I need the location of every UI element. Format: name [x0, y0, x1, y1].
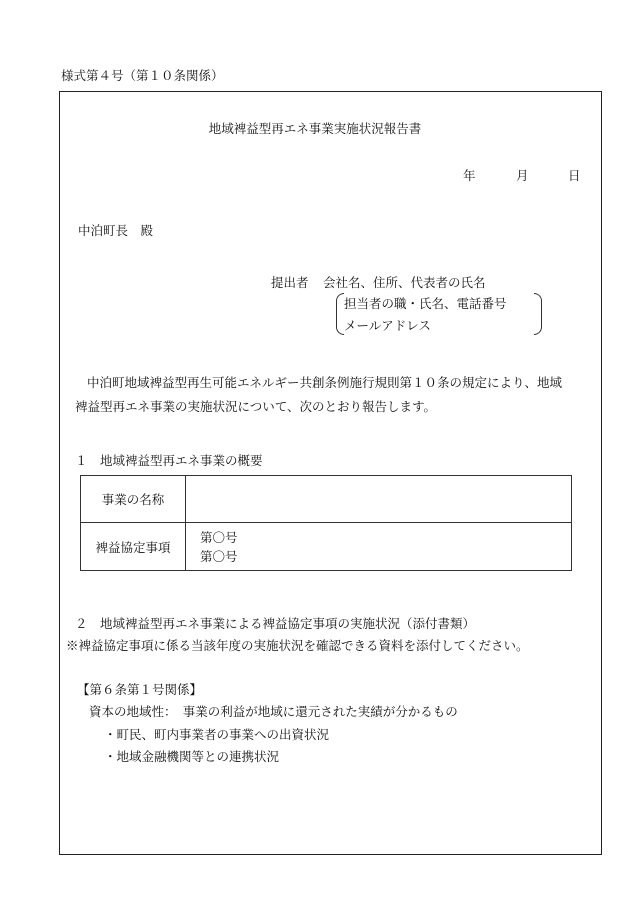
document-title: 地域裨益型再エネ事業実施状況報告書	[208, 121, 422, 136]
contact-line-1: 担当者の職・氏名、電話番号	[344, 296, 507, 311]
table-row	[81, 476, 572, 523]
brace-right	[534, 293, 542, 335]
item-label: 【第６条第１号関係】	[77, 682, 203, 697]
project-name-value	[186, 476, 572, 523]
brace-left	[336, 293, 344, 335]
submitter-name-line: 会社名、住所、代表者の氏名	[323, 275, 486, 290]
agreement-items-value	[186, 523, 572, 571]
section2-note: ※裨益協定事項に係る当該年度の実施状況を確認できる資料を添付してください。	[66, 638, 529, 653]
capital-locality-subitem: 資本の地域性： 事業の利益が地域に還元された実績が分かるもの	[89, 704, 458, 719]
row-header-project-name: 事業の名称	[81, 476, 186, 523]
addressee: 中泊町長 殿	[78, 223, 154, 238]
date-month: 月	[516, 168, 529, 183]
contact-line-2: メールアドレス	[344, 318, 431, 333]
date-year: 年	[463, 168, 476, 183]
body-line-2: 裨益型再エネ事業の実施状況について、次のとおり報告します。	[75, 399, 437, 414]
section2-heading: ２ 地域裨益型再エネ事業による裨益協定事項の実施状況（添付書類）	[75, 616, 476, 631]
submitter-label: 提出者	[271, 275, 309, 290]
row-header-agreement-items: 裨益協定事項	[81, 523, 186, 571]
agreement-item: 第〇号	[200, 548, 238, 564]
section1-heading: １ 地域裨益型再エネ事業の概要	[75, 453, 263, 468]
form-number: 様式第４号（第１０条関係）	[61, 68, 224, 83]
overview-table	[80, 475, 572, 571]
body-line-1: 中泊町地域裨益型再生可能エネルギー共創条例施行規則第１０条の規定により、地域	[87, 375, 563, 390]
date-day: 日	[568, 168, 581, 183]
bullet-item: ・町民、町内事業者の事業への出資状況	[104, 727, 330, 742]
table-row	[81, 523, 572, 571]
bullet-item: ・地域金融機関等との連携状況	[104, 749, 280, 764]
agreement-item: 第〇号	[200, 529, 238, 545]
